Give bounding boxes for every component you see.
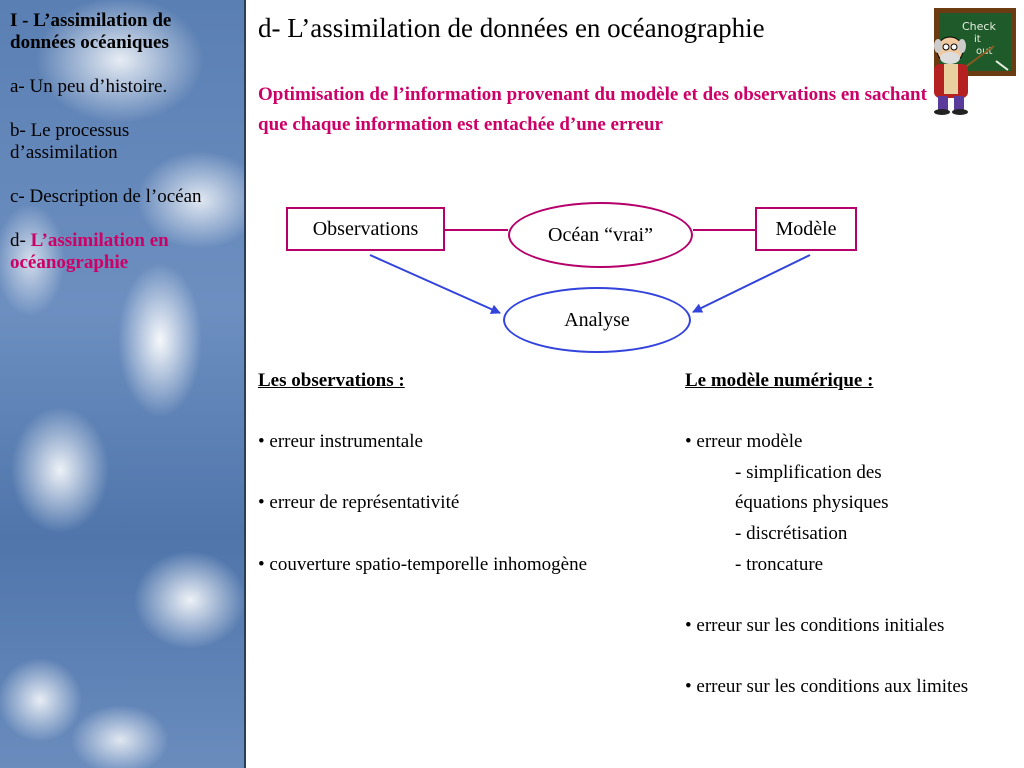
outline-item-b[interactable] (10, 120, 240, 164)
model-error-item: • erreur modèle (685, 431, 803, 453)
outline-item-prefix: c- (10, 186, 30, 207)
ocean-vrai-ellipse: Océan “vrai” (508, 202, 693, 268)
analyse-ellipse: Analyse (503, 287, 691, 353)
model-sub-item: - troncature (735, 553, 824, 575)
arrow-observations-analyse (370, 255, 500, 313)
outline-item-d-current[interactable] (10, 230, 240, 274)
model-heading: Le modèle numérique : (685, 370, 874, 391)
outline-item-label-current: L’assimilation en océanographie (10, 230, 169, 273)
outline-item-prefix: d- (10, 230, 31, 251)
outline-item-prefix: b- (10, 120, 31, 141)
board-text-line2: it (974, 34, 981, 45)
model-sub-item: - simplification des équations physiques (735, 461, 889, 514)
sidebar-outline (0, 0, 246, 768)
outline-item-label: Description de l’océan (29, 186, 202, 207)
board-text-line1: Check (962, 20, 996, 33)
observations-heading: Les observations : (258, 370, 405, 391)
teacher-clipart (924, 6, 1019, 116)
outline-section-title: I - L’assimilation de données océaniques (10, 10, 172, 53)
outline-item-label: Un peu d’histoire. (29, 76, 168, 97)
outline-item-c[interactable] (10, 186, 240, 208)
model-error-item: • erreur sur les conditions initiales (685, 614, 945, 636)
outline-item-a[interactable] (10, 76, 240, 98)
outline-item-label: Le processus d’assimilation (10, 120, 130, 163)
observation-error-item: • erreur de représentativité (258, 492, 460, 514)
slide-title: d- L’assimilation de données en océanographie (258, 13, 765, 43)
outline-list (10, 10, 240, 274)
teacher-blackboard-icon (924, 6, 1019, 116)
model-error-item: • erreur sur les conditions aux limites (685, 675, 969, 697)
model-sub-item: - discrétisation (735, 522, 848, 544)
modele-box: Modèle (755, 207, 857, 251)
observation-error-item: • erreur instrumentale (258, 431, 423, 453)
assimilation-diagram (250, 190, 930, 360)
slide-subtitle: Optimisation de l’information provenant du modèle et des observations en sachant que chaque information est entachée d’une erreur (258, 84, 927, 135)
board-text-line3: out (976, 46, 993, 57)
model-column (685, 366, 1005, 703)
observations-box: Observations (286, 207, 445, 251)
outline-item-prefix: a- (10, 76, 30, 97)
arrow-modele-analyse (693, 255, 810, 312)
observations-column (258, 366, 638, 580)
observation-error-item: • couverture spatio-temporelle inhomogène (258, 553, 588, 575)
